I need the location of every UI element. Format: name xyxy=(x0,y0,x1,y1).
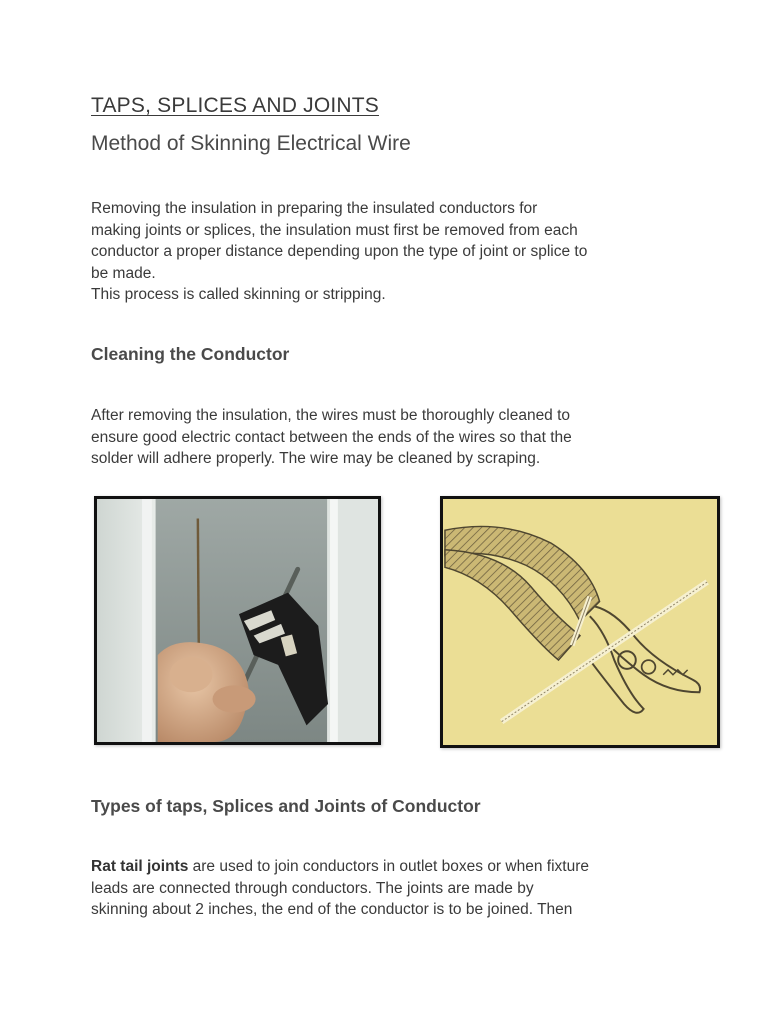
document-title: TAPS, SPLICES AND JOINTS xyxy=(91,94,379,117)
paragraph-line: ensure good electric contact between the ends of the wires so that the xyxy=(91,428,572,446)
paragraph-line: skinning about 2 inches, the end of the conductor is to be joined. Then xyxy=(91,901,573,918)
pliers-drawing-image xyxy=(443,499,717,745)
paragraph-line: solder will adhere properly. The wire may be cleaned by scraping. xyxy=(91,450,541,467)
paragraph-skinning xyxy=(91,198,691,306)
paragraph-line: After removing the insulation, the wires must be thoroughly cleaned to xyxy=(91,407,571,424)
paragraph-line: conductor a proper distance depending upon the type of joint or splice to xyxy=(91,243,588,260)
paragraph-line: be made. xyxy=(91,264,156,282)
wire-stripper-photo xyxy=(94,496,381,745)
paragraph-line: This process is called skinning or stripping. xyxy=(91,286,386,303)
cleaning-heading: Cleaning the Conductor xyxy=(91,344,290,364)
paragraph-line: Removing the insulation in preparing the insulated conductors for xyxy=(91,200,538,217)
paragraph-rat-tail xyxy=(91,856,691,921)
paragraph-line xyxy=(91,856,691,878)
paragraph-cleaning xyxy=(91,405,691,470)
types-heading: Types of taps, Splices and Joints of Conductor xyxy=(91,796,481,816)
pliers-drawing xyxy=(440,496,720,748)
paragraph-line: making joints or splices, the insulation must first be removed from each xyxy=(91,221,578,239)
section-heading: Method of Skinning Electrical Wire xyxy=(91,132,411,155)
paragraph-line-rest: are used to join conductors in outlet boxes or when fixture xyxy=(188,858,589,875)
paragraph-line: leads are connected through conductors. The joints are made by xyxy=(91,879,534,897)
wire-stripper-photo-image xyxy=(97,499,378,742)
rat-tail-term: Rat tail joints xyxy=(91,858,189,875)
